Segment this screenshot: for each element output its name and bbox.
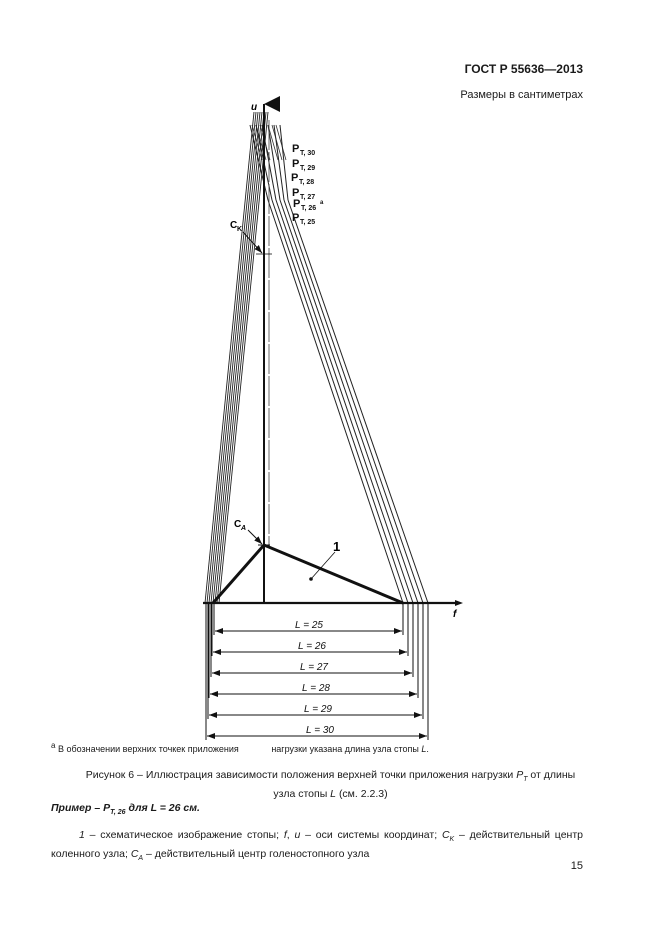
svg-text:C: C bbox=[230, 220, 238, 231]
dimension-labels bbox=[295, 620, 334, 736]
ca-label bbox=[234, 519, 246, 532]
svg-text:P: P bbox=[291, 172, 299, 184]
svg-text:a: a bbox=[320, 200, 324, 206]
svg-text:A: A bbox=[241, 525, 247, 532]
svg-text:T, 29: T, 29 bbox=[300, 165, 316, 172]
svg-text:P: P bbox=[292, 158, 300, 170]
svg-text:P: P bbox=[293, 198, 301, 210]
standard-number: ГОСТ Р 55636—2013 bbox=[464, 62, 583, 76]
svg-text:L = 28: L = 28 bbox=[302, 683, 330, 694]
svg-text:L = 29: L = 29 bbox=[304, 704, 332, 715]
svg-text:K: K bbox=[237, 226, 243, 233]
right-line-bundle bbox=[250, 125, 428, 603]
svg-text:C: C bbox=[234, 519, 242, 530]
svg-text:T, 25: T, 25 bbox=[300, 219, 316, 226]
page-number: 15 bbox=[570, 860, 583, 872]
svg-text:L = 30: L = 30 bbox=[306, 725, 334, 736]
svg-text:T, 26: T, 26 bbox=[301, 205, 317, 212]
svg-text:L = 27: L = 27 bbox=[300, 662, 328, 673]
svg-text:L = 26: L = 26 bbox=[298, 641, 326, 652]
figure-caption: Рисунок 6 – Иллюстрация зависимости положения верхней точки приложения нагрузки $P_T$ от длины узла стопы L (см. 2.2.3) bbox=[85, 769, 576, 801]
figure-footnote: $^a$ В обозначении верхних точкек приложения нагрузки указана длина узла стопы L. bbox=[51, 741, 429, 754]
svg-text:T, 27: T, 27 bbox=[300, 194, 316, 201]
figure-legend: 1 – схематическое изображение стопы; f, u – оси системы координат; $C_K$ – действительный центр коленного узла; $C_A$ – действительный центр голеностопного узла bbox=[51, 829, 583, 863]
example-line: Пример – $P_{T, 26}$ для L = 26 см. bbox=[51, 802, 200, 817]
units-note: Размеры в сантиметрах bbox=[460, 89, 583, 101]
svg-text:P: P bbox=[292, 212, 300, 224]
f-axis-label: f bbox=[453, 609, 457, 620]
callout-1: 1 bbox=[333, 539, 341, 554]
svg-text:P: P bbox=[292, 187, 300, 199]
svg-text:T, 30: T, 30 bbox=[300, 150, 316, 157]
u-axis-label: u bbox=[251, 102, 258, 113]
svg-text:L = 25: L = 25 bbox=[295, 620, 323, 631]
foot-schematic bbox=[213, 545, 403, 603]
pt-labels bbox=[291, 143, 324, 226]
svg-text:T, 28: T, 28 bbox=[299, 179, 315, 186]
ck-label bbox=[230, 220, 242, 233]
svg-text:P: P bbox=[292, 143, 300, 155]
